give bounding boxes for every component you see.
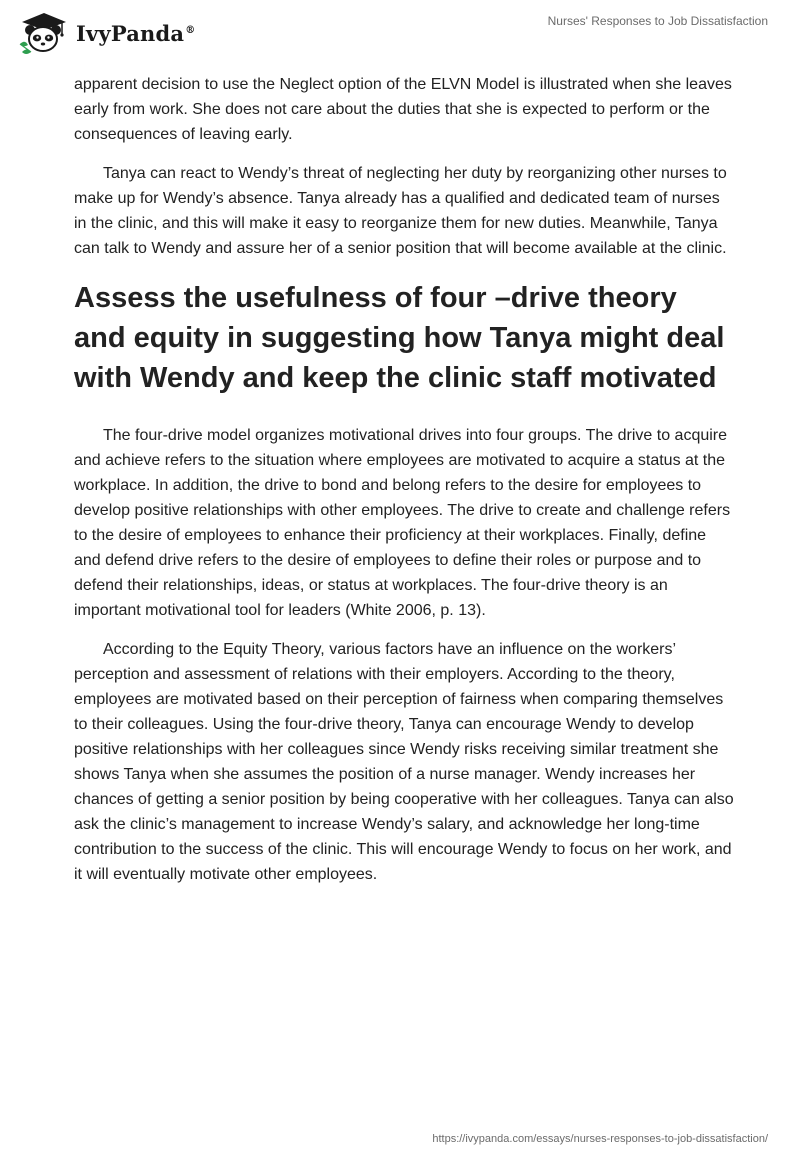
paragraph: apparent decision to use the Neglect option of the ELVN Model is illustrated when she leaves early from work. She does not care about the duties that she is expected to perform or the consequences of leaving early. (74, 76, 732, 143)
paragraph: Tanya can react to Wendy’s threat of neglecting her duty by reorganizing other nurses to make up for Wendy’s absence. Tanya already has a qualified and dedicated team of nurses in the clinic, and this will make it easy to reorganize them for new duties. Meanwhile, Tanya can talk to Wendy and assure her of a senior position that will become available at the clinic. (74, 165, 727, 257)
section-heading: Assess the usefulness of four –drive theory and equity in suggesting how Tanya might deal with Wendy and keep the clinic staff motivated (74, 282, 725, 394)
page-header (0, 0, 800, 70)
paragraph: According to the Equity Theory, various factors have an influence on the workers’ perception and assessment of relations with their employers. According to the theory, employees are motivated based on their perception of fairness when comparing themselves to their colleagues. Using the four-drive theory, Tanya can encourage Wendy to develop positive relationships with her colleagues since Wendy risks receiving similar treatment she shows Tanya when she assumes the position of a nurse manager. Wendy increases her chances of getting a senior position by being cooperative with her colleagues. Tanya can also ask the clinic’s management to increase Wendy’s salary, and acknowledge her long-time contribution to the success of the clinic. This will encourage Wendy to focus on her work, and it will eventually motivate other employees. (74, 641, 734, 883)
paragraph: The four-drive model organizes motivational drives into four groups. The drive to acquire and achieve refers to the situation where employees are motivated to acquire a status at the workplace. In addition, the drive to bond and belong refers to the desire for employees to develop positive relationships with other employees. The drive to create and challenge refers to the desire of employees to enhance their proficiency at their workplaces. Finally, define and defend drive refers to the desire of employees to define their roles or purpose and to defend their relationships, ideas, or status at workplaces. The four-drive theory is an important motivational tool for leaders (White 2006, p. 13). (74, 427, 731, 619)
document-title: Nurses' Responses to Job Dissatisfaction (547, 14, 768, 28)
source-url[interactable]: https://ivypanda.com/essays/nurses-responses-to-job-dissatisfaction/ (432, 1133, 768, 1145)
ivypanda-logo[interactable] (16, 10, 195, 56)
essay-content (74, 72, 734, 901)
panda-logo-icon (16, 10, 68, 56)
brand-name: IvyPanda® (76, 20, 196, 46)
